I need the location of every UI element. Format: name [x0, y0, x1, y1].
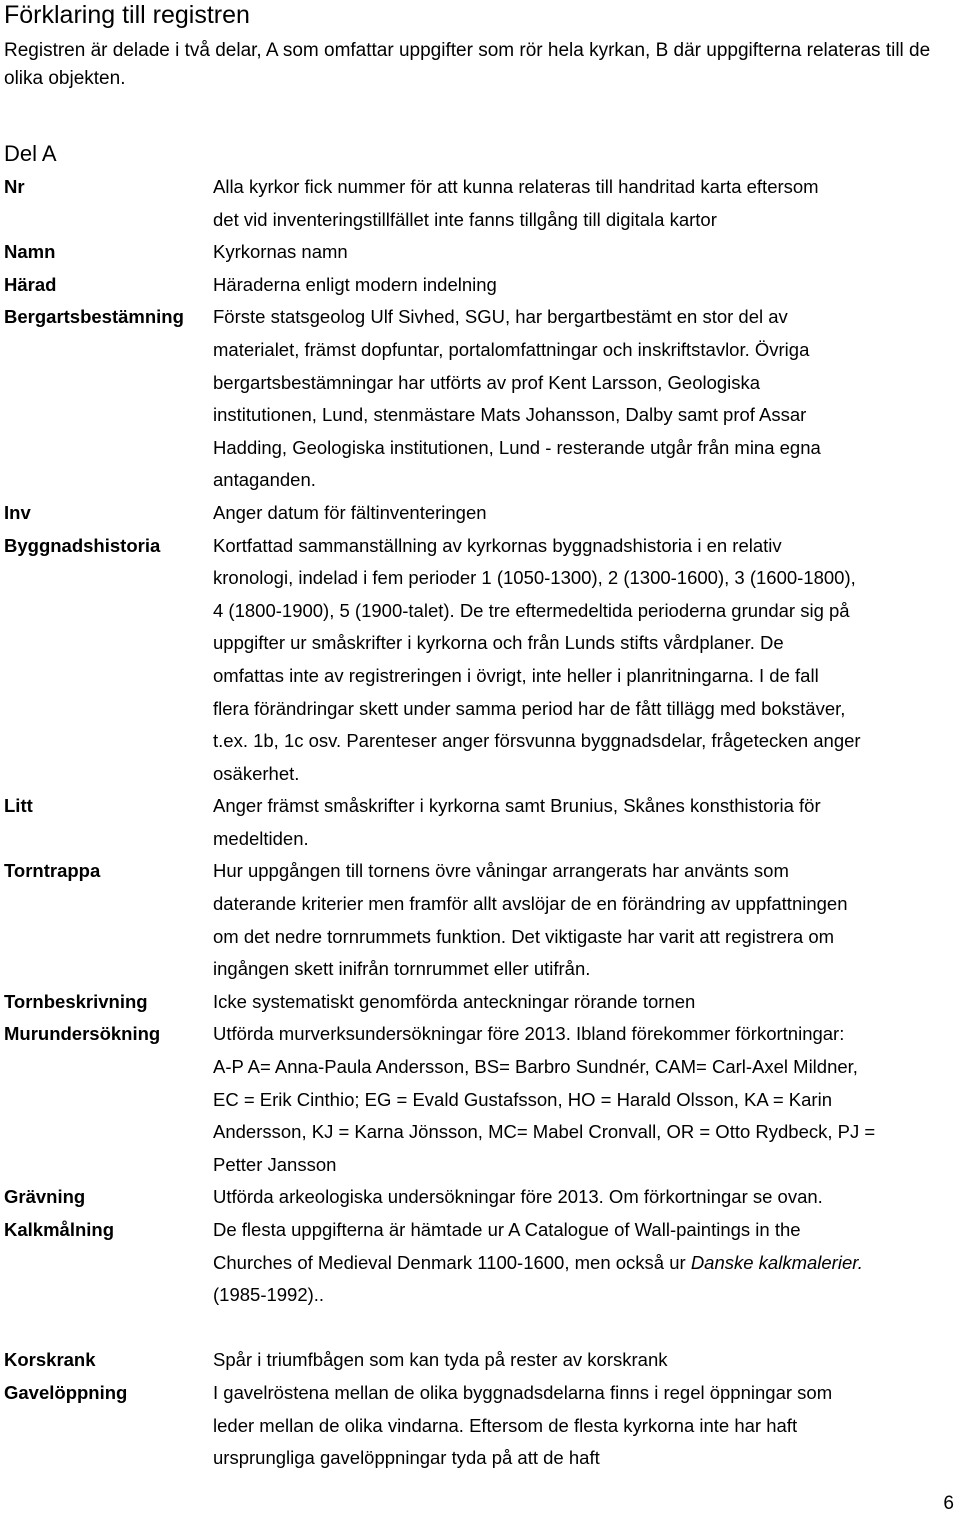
- entry-term: Härad: [4, 273, 57, 295]
- entry-term: Tornbeskrivning: [4, 990, 148, 1012]
- entry-harad: [4, 269, 960, 302]
- entry-term: Inv: [4, 501, 31, 523]
- entry-definition: Icke systematiskt genomförda anteckningar rörande tornen: [213, 990, 696, 1012]
- register-definition-list: [4, 171, 960, 1475]
- entry-term: Byggnadshistoria: [4, 534, 161, 556]
- entry-definition: Anger främst småskrifter i kyrkorna samt Brunius, Skånes konsthistoria för medeltiden.: [213, 795, 821, 849]
- entry-torntrappa: [4, 855, 960, 985]
- page-number: 6: [943, 1493, 954, 1514]
- entry-term: Nr: [4, 176, 25, 197]
- page-title: Förklaring till registren: [4, 1, 250, 29]
- entry-definition: [213, 1214, 960, 1312]
- entry-namn: [4, 236, 960, 269]
- section-heading: Del A: [4, 141, 57, 166]
- entry-definition: Hur uppgången till tornens övre våningar arrangerats har använts som daterande kriterier men framför allt avslöjar de en förändring av uppfattningen om det nedre tornrummets funktion. Det viktigaste har varit att registrera om ingången skett inifrån tornrummet eller utifrån.: [213, 860, 848, 980]
- entry-litt: [4, 790, 960, 855]
- entry-term: Korskrank: [4, 1349, 96, 1371]
- entry-term: Torntrappa: [4, 860, 101, 882]
- entry-term: Namn: [4, 241, 56, 263]
- entry-term: Gavelöppning: [4, 1381, 128, 1403]
- entry-definition: Häraderna enligt modern indelning: [213, 273, 497, 295]
- entry-inv: [4, 497, 960, 530]
- entry-tornbeskrivning: [4, 986, 960, 1019]
- entry-definition: Förste statsgeolog Ulf Sivhed, SGU, har bergartbestämt en stor del av materialet, främst dopfuntar, portalomfattningar och inskriftstavlor. Övriga bergartsbestämningar har utförts av prof Kent Larsson, Geologiska institutionen, Lund, stenmästare Mats Johansson, Dalby samt prof Assar Hadding, Geologiska institutionen, Lund - resterande utgår från mina egna antaganden.: [213, 306, 821, 491]
- entry-definition: Alla kyrkor fick nummer för att kunna relateras till handritad karta eftersom det vid inventeringstillfället inte fanns tillgång till digitala kartor: [213, 176, 819, 230]
- entry-byggnadshistoria: [4, 530, 960, 791]
- entry-definition: Anger datum för fältinventeringen: [213, 501, 487, 523]
- entry-gaveloppning: [4, 1377, 960, 1475]
- entry-term: Litt: [4, 795, 33, 817]
- entry-term: Murundersökning: [4, 1023, 161, 1045]
- entry-term: Grävning: [4, 1186, 86, 1208]
- entry-term: Kalkmålning: [4, 1219, 114, 1240]
- entry-definition: Kyrkornas namn: [213, 241, 348, 263]
- entry-definition: Utförda arkeologiska undersökningar före 2013. Om förkortningar se ovan.: [213, 1186, 823, 1208]
- entry-definition: Utförda murverksundersökningar före 2013. Ibland förekommer förkortningar: A-P A= Anna-Paula Andersson, BS= Barbro Sundnér, CAM= Carl-Axel Mildner, EC = Erik Cinthio; EG = Evald Gustafsson, HO = Harald Olsson, KA = Karin Andersson, KJ = Karna Jönsson, MC= Mabel Cronvall, OR = Otto Rydbeck, PJ = Petter Jansson: [213, 1023, 876, 1175]
- entry-definition: I gavelröstena mellan de olika byggnadsdelarna finns i regel öppningar som leder mellan de olika vindarna. Eftersom de flesta kyrkorna inte har haft ursprungliga gavelöppningar tyda på att de haft: [213, 1381, 833, 1469]
- entry-korskrank: [4, 1344, 960, 1377]
- definition-text: De flesta uppgifterna är hämtade ur A Catalogue of Wall-paintings in the Churches of Medieval Denmark 1100-1600, men också ur: [213, 1219, 801, 1273]
- book-title-italic: Danske kalkmalerier.: [690, 1251, 863, 1273]
- entry-gravning: [4, 1181, 960, 1214]
- entry-definition: Spår i triumfbågen som kan tyda på rester av korskrank: [213, 1349, 668, 1371]
- entry-definition: Kortfattad sammanställning av kyrkornas byggnadshistoria i en relativ kronologi, indelad i fem perioder 1 (1050-1300), 2 (1300-1600), 3 (1600-1800), 4 (1800-1900), 5 (1900-talet). De tre eftermedeltida perioderna grundar sig på uppgifter ur småskrifter i kyrkorna och från Lunds stifts vårdplaner. De omfattas inte av registreringen i övrigt, inte heller i planritningarna. I de fall flera förändringar skett under samma period har de fått tillägg med bokstäver, t.ex. 1b, 1c osv. Parenteser anger försvunna byggnadsdelar, frågetecken anger osäkerhet.: [213, 534, 861, 784]
- entry-nr: [4, 171, 960, 236]
- entry-term: Bergartsbestämning: [4, 306, 184, 328]
- intro-paragraph: Registren är delade i två delar, A som omfattar uppgifter som rör hela kyrkan, B där uppgifterna relateras till de olika objekten.: [4, 40, 931, 89]
- entry-kalkmalning: [4, 1214, 960, 1312]
- definition-text: (1985-1992)..: [213, 1284, 325, 1306]
- spacer: [4, 1312, 960, 1345]
- entry-murundersokning: [4, 1018, 960, 1181]
- entry-bergartsbestamning: [4, 301, 960, 497]
